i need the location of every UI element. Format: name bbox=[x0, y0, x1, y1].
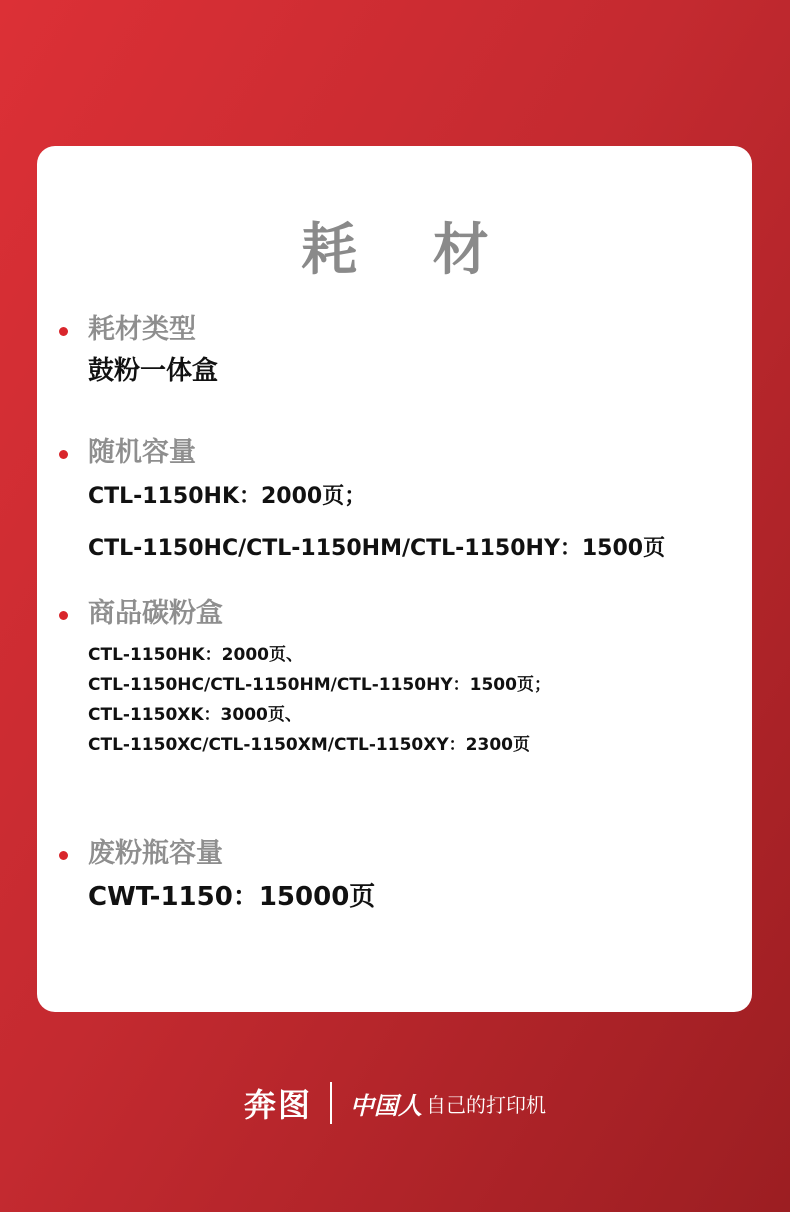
section-value: CTL-1150HK：2000页； bbox=[88, 484, 367, 509]
bullet-icon bbox=[59, 327, 68, 336]
section-value: CTL-1150XC/CTL-1150XM/CTL-1150XY：2300页 bbox=[88, 735, 530, 755]
page-title: 耗 材 bbox=[301, 218, 517, 283]
section-label: 废粉瓶容量 bbox=[88, 838, 223, 869]
section-value: CTL-1150XK：3000页、 bbox=[88, 705, 302, 725]
section-label: 耗材类型 bbox=[88, 314, 196, 345]
section-value: CTL-1150HC/CTL-1150HM/CTL-1150HY：1500页 bbox=[88, 536, 666, 561]
section-bundled-capacity bbox=[56, 435, 750, 575]
section-toner-cartridge bbox=[56, 596, 750, 760]
divider bbox=[330, 1082, 332, 1124]
section-value: CTL-1150HK：2000页、 bbox=[88, 645, 303, 665]
section-consumable-type bbox=[56, 312, 750, 390]
slogan-text: 自己的打印机 bbox=[426, 1092, 546, 1117]
section-value: 鼓粉一体盒 bbox=[88, 356, 219, 386]
section-value: CTL-1150HC/CTL-1150HM/CTL-1150HY：1500页； bbox=[88, 675, 551, 695]
section-waste-bottle bbox=[56, 836, 750, 916]
bullet-icon bbox=[59, 851, 68, 860]
bullet-icon bbox=[59, 450, 68, 459]
section-label: 商品碳粉盒 bbox=[88, 598, 223, 629]
section-label: 随机容量 bbox=[88, 437, 196, 468]
slogan-brand: 中国人 bbox=[350, 1090, 422, 1120]
section-value: CWT-1150：15000页 bbox=[88, 882, 376, 912]
brand-logo: 奔图 bbox=[243, 1086, 312, 1124]
footer bbox=[0, 1078, 790, 1128]
bullet-icon bbox=[59, 611, 68, 620]
